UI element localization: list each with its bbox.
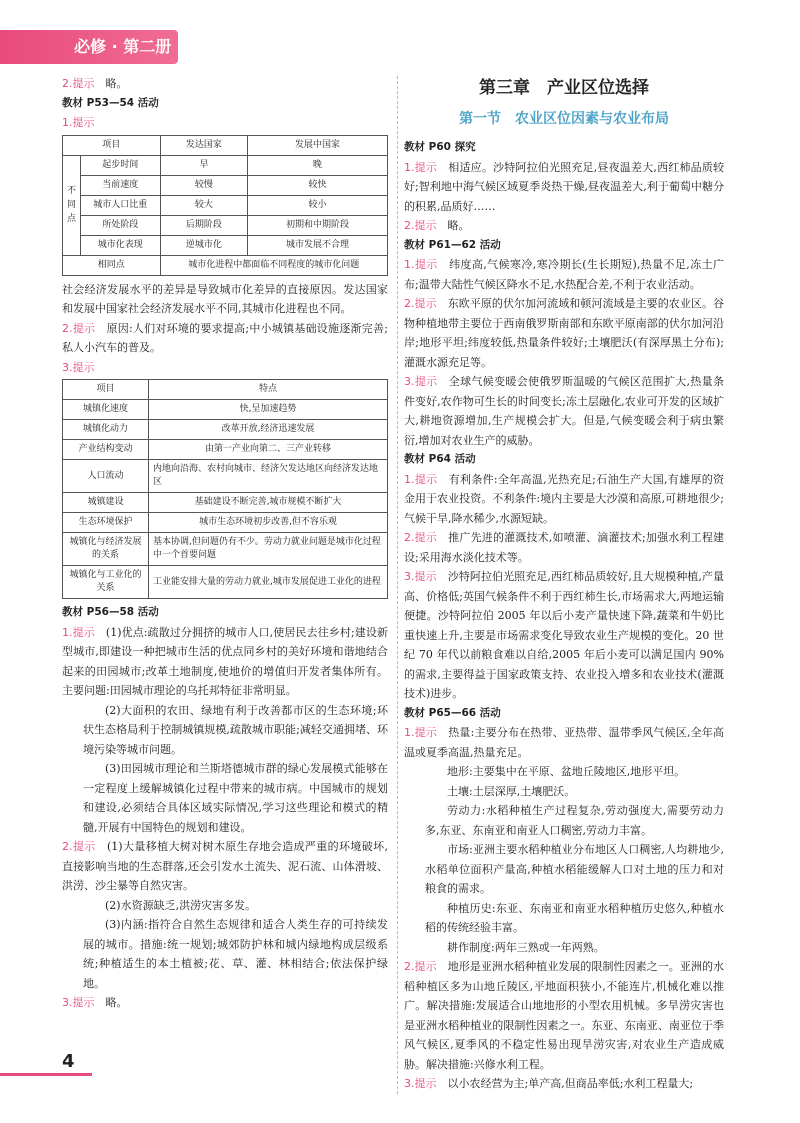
urbanization-comparison-table (62, 135, 388, 276)
paragraph: (2)大面积的农田、绿地有利于改善都市区的生态环境;环状生态格局利于控制城镇规模,疏散城市职能;减轻交通拥堵、环境污染等城市问题。 (83, 703, 388, 756)
page-number-underline (0, 1073, 92, 1076)
paragraph: (3)田园城市理论和兰斯塔德城市群的绿心发展模式能够在一定程度上缓解城镇化过程中带来的城市病。中国城市的规划和建设,必须结合具体区域实际情况,学习这些理论和模式的精髓,开展有中国特色的规划和建设。 (83, 762, 388, 834)
left-column (62, 74, 388, 1013)
activity-heading: 教材 P64 活动 (404, 453, 476, 465)
answer-hint: 1.提示 有利条件:全年高温,光热充足;石油生产大国,有雄厚的资金用于农业投资。不利条件:境内主要是大沙漠和高原,可耕地很少;气候干旱,降水稀少,水源短缺。 (404, 472, 725, 525)
answer-hint: 2.提示 略。 (62, 77, 128, 90)
answer-hint: 2.提示 推广先进的灌溉技术,如喷灌、滴灌技术;加强水利工程建设;采用海水淡化技术等。 (404, 531, 725, 564)
table-row: 城镇化与工业化的关系 工业能安排大量的劳动力就业,城市发展促进工业化的进程 (63, 566, 388, 599)
table-row: 产业结构变动 由第一产业向第二、三产业转移 (63, 440, 388, 460)
china-urbanization-table (62, 379, 388, 599)
paragraph: (3)内涵:指符合自然生态规律和适合人类生存的可持续发展的城市。措施:统一规划;城郊防护林和城内绿地构成层级系统;种植适生的本土植被;花、草、灌、林相结合;依法保护绿地。 (83, 918, 388, 990)
book-section-tab: 必修 · 第二册 (0, 30, 178, 64)
table-header-row: 项目 发达国家 发展中国家 (63, 135, 388, 155)
paragraph: 市场:亚洲主要水稻种植业分布地区人口稠密,人均耕地少,水稻单位面积产量高,种植水稻能缓解人口对土地的压力和对粮食的需求。 (425, 843, 724, 895)
table-row: 不同点 起步时间 早 晚 (63, 155, 388, 175)
activity-heading: 教材 P53—54 活动 (62, 96, 159, 109)
row-group-label: 不同点 (63, 155, 81, 255)
table-row: 城镇化速度 快,呈加速趋势 (63, 400, 388, 420)
answer-hint: 1.提示 热量:主要分布在热带、亚热带、温带季风气候区,全年高温或夏季高温,热量充足。 (404, 726, 725, 759)
answer-hint: 1.提示 纬度高,气候寒冷,寒冷期长(生长期短),热量不足,冻土广布;温带大陆性气候区降水不足,水热配合差,不利于农业活动。 (404, 258, 724, 291)
answer-hint: 3.提示 略。 (62, 996, 128, 1009)
table-row: 相同点 城市化进程中都面临不同程度的城市化问题 (63, 255, 388, 275)
table-header-row: 项目 特点 (63, 380, 388, 400)
answer-hint: 3.提示 全球气候变暖会使俄罗斯温暖的气候区范围扩大,热量条件变好,农作物可生长的时间变长;冻土层融化,农业可开发的区域扩大,耕地资源增加,生产规模会扩大。但是,气候变暖会利于病虫繁衍,增加对农业生产的威胁。 (404, 375, 725, 447)
activity-heading: 教材 P56—58 活动 (62, 606, 159, 618)
table-row: 生态环境保护 城市生态环境初步改善,但不容乐观 (63, 513, 388, 533)
answer-hint: 2.提示 地形是亚洲水稻种植业发展的限制性因素之一。亚洲的水稻种植区多为山地丘陵区,平地面积狭小,不能连片,机械化难以推广。解决措施:发展适合山地地形的小型农用机械。多旱涝灾害也是亚洲水稻种植业的限制性因素之一。东亚、东南亚、南亚位于季风气候区,夏季风的不稳定性易出现旱涝灾害,对农业生产造成威胁。解决措施:兴修水利工程。 (404, 960, 725, 1071)
paragraph: 土壤:土层深厚,土壤肥沃。 (447, 784, 576, 798)
paragraph: 社会经济发展水平的差异是导致城市化差异的直接原因。发达国家和发展中国家社会经济发展水平不同,其城市化进程也不同。 (62, 282, 388, 315)
paragraph: (2)水资源缺乏,洪涝灾害多发。 (105, 898, 257, 912)
right-column (404, 74, 724, 1094)
answer-hint: 2.提示 略。 (404, 219, 470, 232)
table-row: 所处阶段 后期阶段 初期和中期阶段 (63, 215, 388, 235)
answer-hint: 1.提示 相适应。沙特阿拉伯光照充足,昼夜温差大,西红柿品质较好;智利地中海气候区域夏季炎热干燥,昼夜温差大,利于葡萄中糖分的积累,品质好…… (404, 160, 725, 213)
table-row: 城镇化动力 改革开放,经济迅速发展 (63, 420, 388, 440)
answer-hint: 3.提示 沙特阿拉伯光照充足,西红柿品质较好,且大规模种植,产量高、价格低;英国气候条件不利于西红柿生长,市场需求大,两地运输便捷。沙特阿拉伯 2005 年以后小麦产量快速下降,蔬菜和牛奶比重快速上升,主要是市场需求变化导致农业生产规模的变化。20 世纪 70 年代以前粮食难以自给,2005 年后小麦可以满足国内 90%的需求,主要得益于国家政策支持、农业投入增多和农业技术(灌溉技术)进步。 (404, 570, 725, 700)
table-row: 城镇化与经济发展的关系 基本协调,但问题仍有不少。劳动力就业问题是城市化过程中一个首要问题 (63, 533, 388, 566)
answer-hint: 2.提示 (1)大量移植大树对树木原生存地会造成严重的环境破坏,直接影响当地的生态群落,还会引发水土流失、泥石流、山体滑坡、洪涝、沙尘暴等自然灾害。 (62, 840, 389, 892)
paragraph: 种植历史:东亚、东南亚和南亚水稻种植历史悠久,种植水稻的传统经验丰富。 (425, 901, 724, 934)
activity-heading: 教材 P60 探究 (404, 141, 476, 153)
answer-hint: 2.提示 东欧平原的伏尔加河流域和顿河流域是主要的农业区。谷物种植地带主要位于西南俄罗斯南部和东欧平原南部的伏尔加河沿岸;地形平坦;纬度较低,热量条件较好;土壤肥沃(有深厚黑土分布);灌溉水源充足等。 (404, 297, 725, 369)
answer-hint: 2.提示 原因:人们对环境的要求提高;中小城镇基础设施逐渐完善;私人小汽车的普及。 (62, 321, 388, 354)
section-title: 第一节 农业区位因素与农业布局 (459, 111, 669, 127)
hint-label: 3.提示 (62, 360, 95, 374)
paragraph: 耕作制度:两年三熟或一年两熟。 (447, 940, 605, 954)
answer-hint: 1.提示 (1)优点:疏散过分拥挤的城市人口,使居民去往乡村;建设新型城市,即建设一种把城市生活的优点同乡村的美好环境和谐地结合起来的田园城市;改革土地制度,使地价的增值归开发者集体所有。主要问题:田园城市理论的乌托邦特征非常明显。 (62, 625, 388, 697)
table-row: 当前速度 较慢 较快 (63, 175, 388, 195)
hint-label: 1.提示 (62, 116, 95, 129)
activity-heading: 教材 P61—62 活动 (404, 238, 501, 251)
column-divider (397, 76, 398, 1094)
table-row: 城镇建设 基础建设不断完善,城市规模不断扩大 (63, 493, 388, 513)
chapter-title: 第三章 产业区位选择 (479, 78, 649, 98)
table-row: 城市化表现 逆城市化 城市发展不合理 (63, 235, 388, 255)
table-row: 城市人口比重 较大 较小 (63, 195, 388, 215)
answer-hint: 3.提示 以小农经营为主;单产高,但商品率低;水利工程量大; (404, 1077, 694, 1090)
activity-heading: 教材 P65—66 活动 (404, 706, 501, 719)
paragraph: 地形:主要集中在平原、盆地丘陵地区,地形平坦。 (447, 765, 686, 778)
page-number: 4 (62, 1051, 75, 1072)
paragraph: 劳动力:水稻种植生产过程复杂,劳动强度大,需要劳动力多,东亚、东南亚和南亚人口稠密,劳动力丰富。 (425, 804, 724, 837)
table-row: 人口流动 内地向沿海、农村向城市、经济欠发达地区向经济发达地区 (63, 460, 388, 493)
